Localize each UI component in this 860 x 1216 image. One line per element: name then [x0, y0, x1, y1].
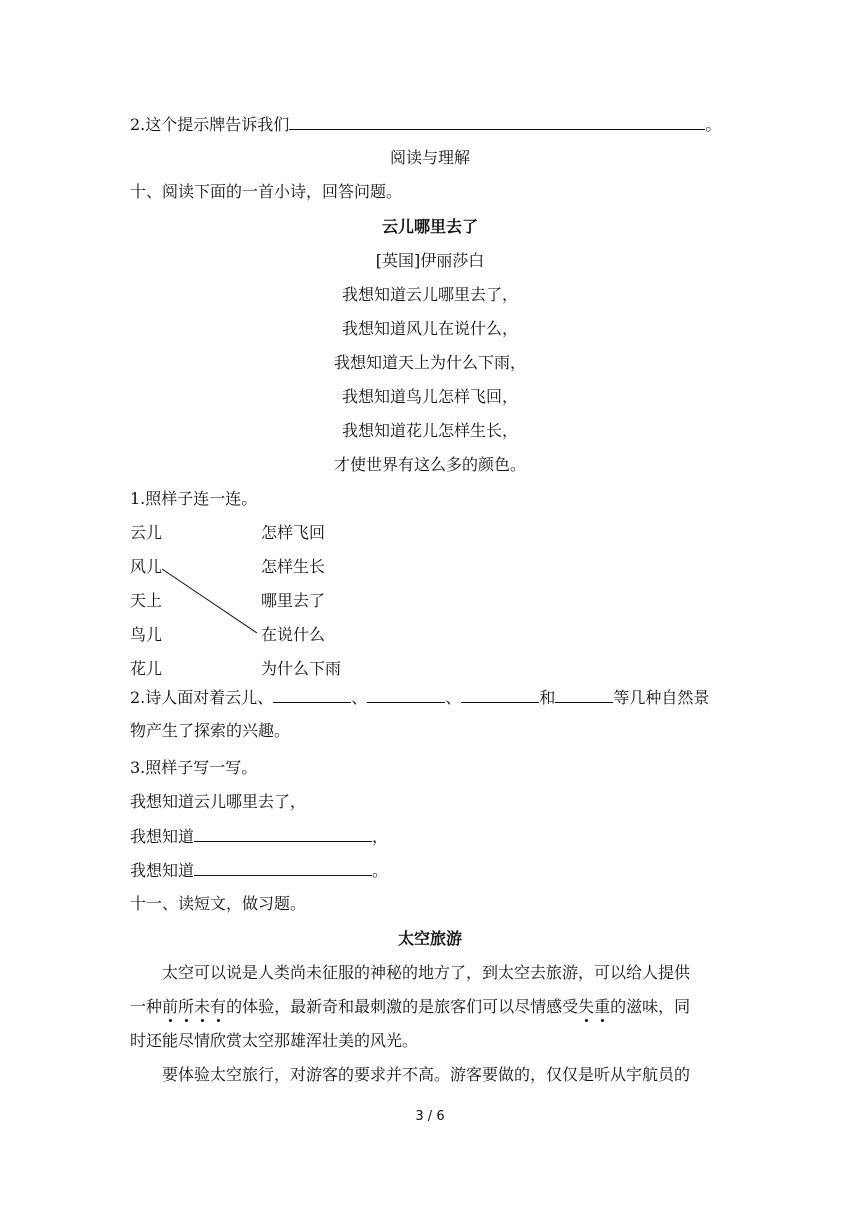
poem-title: 云儿哪里去了	[381, 217, 478, 236]
dotted-char: 有	[210, 997, 227, 1016]
match-right-item[interactable]: 在说什么	[261, 625, 326, 644]
page-number: 3 / 6	[415, 1109, 445, 1124]
match-right-item[interactable]: 哪里去了	[261, 591, 326, 610]
match-left-item[interactable]: 云儿	[130, 523, 163, 542]
poem-line: 我想知道云儿哪里去了，	[341, 285, 518, 304]
match-left-item[interactable]: 天上	[130, 591, 163, 610]
match-right-item[interactable]: 怎样飞回	[261, 523, 326, 542]
passage-line: 时还能尽情欣赏太空那雄浑壮美的风光。	[130, 1031, 419, 1050]
passage-title: 太空旅游	[397, 929, 462, 948]
dotted-char: 未	[194, 997, 211, 1016]
section-title: 阅读与理解	[389, 148, 470, 167]
connector-line	[162, 569, 257, 633]
match-left-item[interactable]: 鸟儿	[130, 625, 163, 644]
poem-line: 我想知道花儿怎样生长，	[341, 421, 518, 440]
question-1-prompt: 1.照样子连一连。	[130, 489, 258, 508]
match-right-item[interactable]: 为什么下雨	[261, 659, 342, 678]
answer-blank[interactable]	[273, 686, 351, 703]
passage-line: 要体验太空旅行，对游客的要求并不高。游客要做的，仅仅是听从宇航员的	[162, 1065, 691, 1084]
poem-line: 才使世界有这么多的颜色。	[333, 455, 526, 474]
answer-blank[interactable]	[194, 859, 372, 876]
dotted-char: 前	[162, 997, 179, 1016]
answer-blank[interactable]	[555, 686, 613, 703]
poem-line: 我想知道天上为什么下雨，	[333, 353, 526, 372]
question-2-line: 2.这个提示牌告诉我们 。	[130, 115, 722, 134]
dotted-char: 所	[178, 997, 195, 1016]
match-right-item[interactable]: 怎样生长	[261, 557, 326, 576]
poem-author: [英国]伊丽莎白	[375, 251, 485, 270]
dotted-char: 失	[578, 997, 595, 1016]
question-3-line: 我想知道 。	[130, 861, 389, 880]
question-3-example: 我想知道云儿哪里去了，	[130, 792, 307, 811]
question-2-line-cont: 物产生了探索的兴趣。	[130, 721, 291, 740]
poem-line: 我想知道鸟儿怎样飞回，	[341, 387, 518, 406]
poem-line: 我想知道风儿在说什么，	[341, 319, 518, 338]
answer-blank[interactable]	[461, 686, 539, 703]
question-3-prompt: 3.照样子写一写。	[130, 758, 258, 777]
passage-line: 一种前所未有的体验，最新奇和最刺激的是旅客们可以尽情感受失重的滋味，同	[130, 997, 691, 1016]
answer-blank[interactable]	[367, 686, 445, 703]
dotted-char: 重	[594, 997, 611, 1016]
question-10-intro: 十、阅读下面的一首小诗，回答问题。	[130, 182, 403, 201]
question-3-line: 我想知道 ，	[130, 827, 389, 846]
question-11-intro: 十一、读短文，做习题。	[130, 894, 307, 913]
answer-blank[interactable]	[194, 825, 372, 842]
match-left-item[interactable]: 花儿	[130, 659, 163, 678]
passage-line: 太空可以说是人类尚未征服的神秘的地方了，到太空去旅游，可以给人提供	[162, 963, 691, 982]
question-2-line: 2.诗人面对着云儿、 、 、 和 等几种自然景	[130, 688, 710, 707]
match-left-item[interactable]: 风儿	[130, 557, 163, 576]
